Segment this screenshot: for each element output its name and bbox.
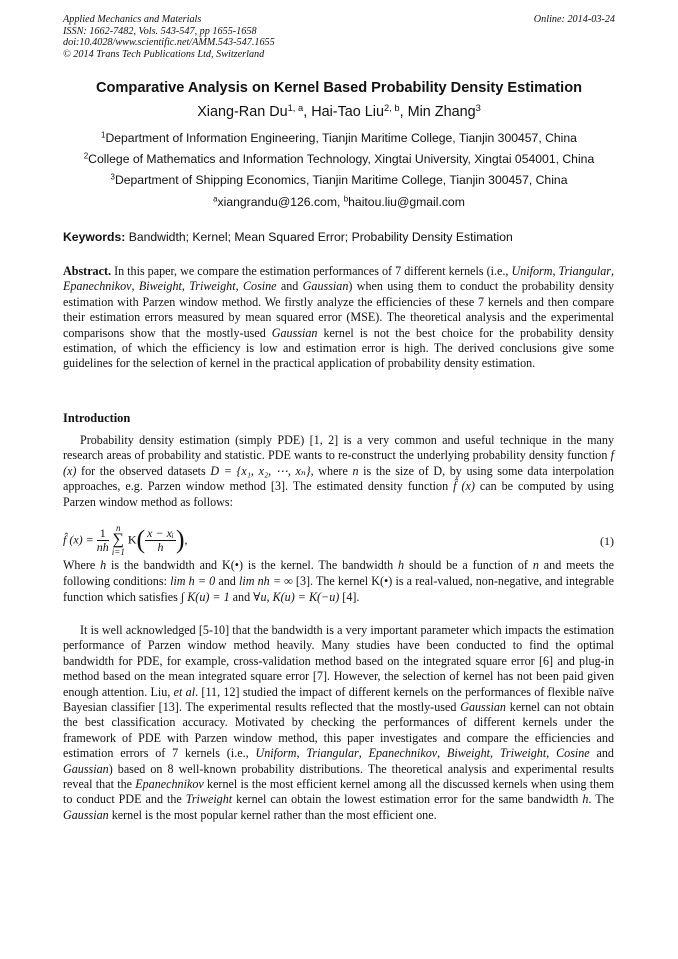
author-superscript: 3 <box>475 102 481 113</box>
text-run: kernel is the most efficient kernel among all the discussed kernels when using them to conduct PDE and the <box>63 777 614 807</box>
text-run: Gaussian <box>63 807 109 822</box>
abstract <box>63 264 614 372</box>
text-run: is the bandwidth and <box>106 558 222 572</box>
copyright-line: © 2014 Trans Tech Publications Ltd, Switzerland <box>63 49 265 61</box>
intro-paragraph-2 <box>63 557 614 606</box>
text-run: It is well acknowledged [5-10] that the bandwidth is a very important parameter which impacts the estimation performance of Parzen window method heavily. Many studies have been conducted to find the optimal bandwidth for PDE, for example, cross-validation method based on the integrated square error [6] and plug-in method based on the mean integrated square error [7]. However, the selection of kernel has not been paid given enough attention. Liu, <box>63 623 614 699</box>
text-run: Department of Information Engineering, Tianjin Maritime College, Tianjin 300457, China <box>105 131 577 145</box>
text-run: ) based on 8 well-known probability distributions. The theoretical analysis and experimental results reveal that the <box>63 761 614 792</box>
text-run: a <box>213 194 218 204</box>
text-run: Biweight <box>138 279 182 294</box>
text-run: n <box>532 558 539 572</box>
intro-paragraph-1 <box>63 433 614 510</box>
text-run: , <box>296 746 307 761</box>
text-run: , <box>552 264 559 278</box>
text-run: . [11, 12] studied the impact of different kernels on the performances of flexible naïve Bayesian classifier [13]. The experimental results reflected that the mostly-used <box>63 684 614 715</box>
doi-line: doi:10.4028/www.scientific.net/AMM.543-547.1655 <box>63 37 275 49</box>
eq-kernel: K <box>127 532 137 547</box>
affiliation-3 <box>0 173 678 187</box>
text-run: Gaussian <box>460 700 506 715</box>
issn-line: ISSN: 1662-7482, Vols. 543-547, pp 1655-1658 <box>63 25 257 37</box>
text-run: i=1 <box>111 547 125 557</box>
text-run: Probability density estimation (simply PDE) [1, 2] is a very common and useful technique in the many research areas of probability and statistic. PDE wants to re-construct the underlying probability density function <box>63 433 614 463</box>
inline-math: lim nh = ∞ <box>239 574 293 589</box>
inline-math: f (x) <box>63 448 614 478</box>
text-run: [3]. The kernel <box>292 574 372 589</box>
text-run: , <box>610 264 614 278</box>
inline-math: K(•) <box>221 558 243 572</box>
text-run: Triweight <box>189 279 236 294</box>
text-run: Epanechnikov <box>63 279 132 294</box>
online-date: Online: 2014-03-24 <box>533 14 615 25</box>
author-list: Xiang-Ran Du$^{1, a}$, Hai-Tao Liu$^{2, b}$, Min Zhang$^3$ <box>197 102 481 120</box>
text-run: n <box>116 523 121 533</box>
eq-summation <box>112 523 125 557</box>
text-run: , <box>235 279 243 294</box>
text-run: should be a function of <box>404 558 533 572</box>
text-run: x − xᵢ <box>147 525 174 540</box>
text-run: Biweight <box>446 746 490 761</box>
equation-1: f̂ (x) = $\frac{1}{nh}$ n ∑ i=1 K( $\frac{\text{x − xᵢ}}{h}$ ), (1) <box>63 523 614 557</box>
inline-math: lim h = 0 <box>170 574 216 589</box>
text-run: and <box>276 279 303 294</box>
author-name: Min Zhang <box>407 104 476 120</box>
text-run: and <box>215 574 239 589</box>
eq-lhs: f̂ (x) = <box>63 532 94 547</box>
text-run: Triweight <box>185 792 233 807</box>
text-run: Cosine <box>556 746 590 761</box>
text-run: Gaussian <box>302 279 349 294</box>
abstract-label: Abstract. <box>63 264 112 278</box>
text-run: , <box>546 746 557 761</box>
text-run: Gaussian <box>271 325 318 340</box>
text-run: kernel is the most popular kernel rather than the most efficient one. <box>108 807 437 822</box>
email-address: xiangrandu@126.com, <box>217 195 341 209</box>
text-run: is a real-valued, non-negative, and integrable function which satisfies <box>63 574 615 605</box>
text-run: Epanechnikov <box>368 746 438 761</box>
inline-math: f̂ (x) <box>453 479 475 494</box>
section-title-introduction: Introduction <box>63 411 131 425</box>
affiliation-2 <box>0 152 678 166</box>
text-run: ∑ <box>112 531 124 548</box>
text-run: is the size of D, by using some data interpolation approaches, e.g. Parzen window method [3]. The estimated density function <box>63 463 614 494</box>
text-run: 3 <box>110 172 115 182</box>
text-run: n <box>352 463 359 478</box>
text-run: Triangular <box>306 746 359 761</box>
text-run: Triweight <box>499 746 547 761</box>
author-superscript: 2, b <box>384 102 400 113</box>
text-run: College of Mathematics and Information Technology, Xingtai University, Xingtai 054001, China <box>88 152 595 166</box>
inline-math: D = {x₁, x₂, ⋯, xₙ} <box>210 463 311 478</box>
affiliation-1 <box>0 131 678 145</box>
text-run: , <box>489 746 500 761</box>
keywords-text: Bandwidth; Kernel; Mean Squared Error; Probability Density Estimation <box>128 230 513 244</box>
text-run: for the observed datasets <box>76 463 211 478</box>
text-run: et al <box>173 684 196 699</box>
email-line <box>0 195 678 209</box>
author-name: Hai-Tao Liu <box>311 104 384 120</box>
text-run: Where <box>63 558 101 572</box>
text-run: and <box>589 746 614 761</box>
intro-paragraph-3 <box>63 623 614 823</box>
text-run: Triangular <box>558 264 611 278</box>
eq-coefficient <box>97 527 109 554</box>
text-run: , <box>437 746 447 761</box>
text-run: h <box>157 539 164 554</box>
text-run: Epanechnikov <box>135 777 204 792</box>
text-run: , <box>358 746 369 761</box>
keywords-line <box>63 230 513 244</box>
inline-math: K(•) <box>371 574 393 589</box>
text-run: h <box>100 558 107 572</box>
text-run: Department of Shipping Economics, Tianjin Maritime College, Tianjin 300457, China <box>114 173 568 187</box>
keywords-label: Keywords: <box>63 230 126 244</box>
text-run: 1 <box>101 130 106 140</box>
text-run: In this paper, we compare the estimation performances of 7 different kernels (i.e., <box>111 264 512 278</box>
text-run: , <box>184 532 188 547</box>
text-run: Uniform <box>255 746 297 761</box>
email-address: haitou.liu@gmail.com <box>348 195 465 209</box>
text-run: and <box>229 590 254 605</box>
text-run: h <box>398 558 405 572</box>
paper-title: Comparative Analysis on Kernel Based Probability Density Estimation <box>95 80 583 96</box>
text-run: 1 <box>97 527 109 541</box>
text-run: [4]. <box>339 590 360 605</box>
text-run: ) when using them to conduct the probability density estimation with Parzen window method. We firstly analyze the efficiencies of these 7 kernels and then compare their estimation errors measured by mean squared error (MSE). The theoretical analysis and the experimental comparisons show that the mostly-used <box>63 279 615 340</box>
journal-name: Applied Mechanics and Materials <box>63 14 202 25</box>
text-run: , <box>131 279 139 294</box>
text-run: kernel can obtain the lowest estimation error for the same bandwidth <box>232 792 583 807</box>
author-superscript: 1, a <box>287 102 304 113</box>
text-run: . The <box>588 792 614 807</box>
text-run: nh <box>96 539 109 554</box>
text-run: and meets the following conditions: <box>63 558 614 589</box>
text-run: , <box>181 279 190 294</box>
text-run: Uniform <box>511 264 553 278</box>
text-run: is the kernel. The bandwidth <box>243 558 399 572</box>
text-run: kernel is not the best choice for the probability density estimation, of which the efficiency is low and estimation error is high. The derived conclusions give some guidelines for the selection of kernel in the practical application of probability density estimation. <box>63 325 614 371</box>
text-run: Cosine <box>242 279 277 294</box>
text-run: Gaussian <box>63 761 109 776</box>
text-run: can be computed by using Parzen window method as follows: <box>63 479 614 509</box>
equation-number: (1) <box>600 534 614 548</box>
inline-math: ∫ K(u) = 1 <box>180 590 230 605</box>
text-run: 2 <box>83 151 89 161</box>
author-name: Xiang-Ran Du <box>197 104 288 120</box>
eq-argument <box>145 527 176 554</box>
text-run: kernel can not obtain the best classification accuracy. Motivated by checking the performances of different kernels under the framework of PDE with Parzen window method, this paper investigates and compare the efficiencies and estimation errors of 7 kernels (i.e., <box>63 700 615 761</box>
text-run: b <box>343 194 349 204</box>
inline-math: ∀u, K(u) = K(−u) <box>253 590 340 605</box>
text-run: h <box>582 792 589 807</box>
text-run: , where <box>310 463 353 478</box>
